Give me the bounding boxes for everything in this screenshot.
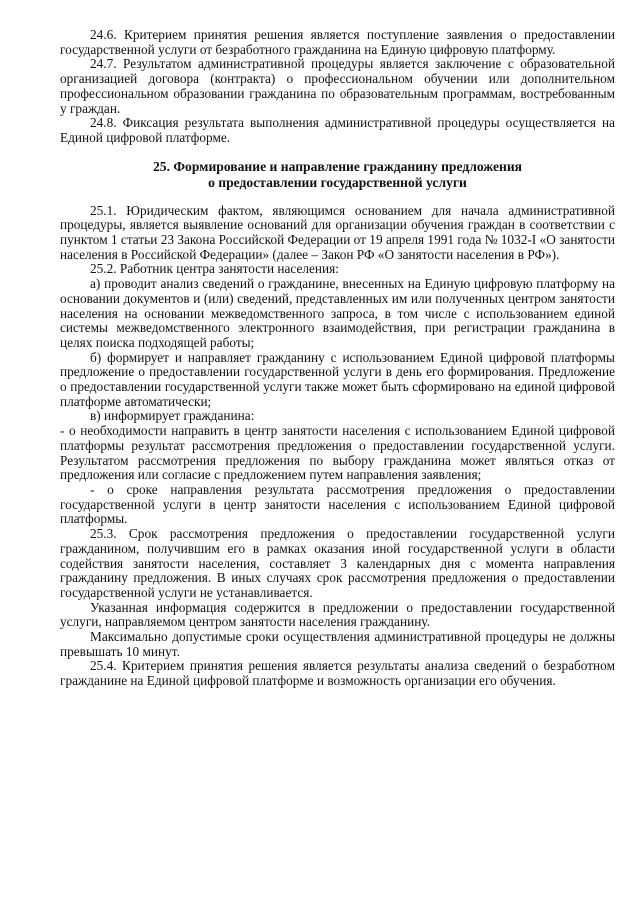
paragraph-25-4: 25.4. Критерием принятия решения является результаты анализа сведений о безработном гражданине на Единой цифровой платформе и возможность организации его обучения. <box>60 658 615 689</box>
paragraph-inform-necessity: - о необходимости направить в центр занятости населения с использованием Единой цифровой платформы результат рассмотрения предложения о предоставлении государственной услуги. Результатом рассмотрения предложения по выбору гражданина может являться отказ от предложения или согласие с предложением путем направления заявления; <box>60 423 615 483</box>
section-heading-line-1: 25. Формирование и направление гражданину предложения <box>152 158 523 174</box>
paragraph-24-6: 24.6. Критерием принятия решения является поступление заявления о предоставлении государственной услуги от безработного гражданина на Единую цифровую платформу. <box>60 27 615 57</box>
paragraph-25-2: 25.2. Работник центра занятости населения: <box>90 261 339 277</box>
paragraph-25-3: 25.3. Срок рассмотрения предложения о предоставлении государственной услуги гражданином, получившим его в рамках оказания иной государственной услуги в области содействия занятости населения, составляет 3 календарных дня с момента направления гражданину предложения. В иных случаях срок рассмотрения предложения о предоставлении государственной услуги не устанавливается. <box>60 526 615 600</box>
paragraph-25-2-b: б) формирует и направляет гражданину с использованием Единой цифровой платформы предложение о предоставлении государственной услуги в день его формирования. Предложение о предоставлении государственной услуги также может быть сформировано на единой цифровой платформе автоматически; <box>60 349 615 409</box>
paragraph-info-contained: Указанная информация содержится в предложении о предоставлении государственной услуги, направляемом центром занятости населения гражданину. <box>60 599 615 630</box>
section-heading-25 <box>60 159 615 191</box>
paragraph-max-time: Максимально допустимые сроки осуществления административной процедуры не должны превышать 10 минут. <box>60 629 615 659</box>
paragraph-25-1: 25.1. Юридическим фактом, являющимся основанием для начала административной процедуры, является выявление оснований для организации обучения граждан в соответствии с пунктом 1 статьи 23 Закона Российской Федерации от 19 апреля 1991 года № 1032-I «О занятости населения в Российской Федерации» (далее – Закон РФ «О занятости населения в РФ»). <box>60 202 615 262</box>
paragraph-24-7: 24.7. Результатом административной процедуры является заключение с образовательной организацией договора (контракта) о профессиональном обучении или дополнительном профессиональном образовании гражданина по образовательным программам, востребованным у граждан. <box>60 56 615 116</box>
paragraph-25-2-a: а) проводит анализ сведений о гражданине, внесенных на Единую цифровую платформу на основании документов и (или) сведений, представленных им или полученных центром занятости населения на основании межведомственного запроса, в том числе с использованием единой системы межведомственного электронного взаимодействия, при регистрации гражданина в целях поиска подходящей работы; <box>60 276 615 350</box>
section-heading-line-2: о предоставлении государственной услуги <box>208 174 467 190</box>
paragraph-inform-deadline: - о сроке направления результата рассмотрения предложения о предоставлении государственной услуги в центр занятости населения с использованием Единой цифровой платформы. <box>60 481 615 527</box>
paragraph-25-2-v: в) информирует гражданина: <box>90 408 255 424</box>
paragraph-24-8: 24.8. Фиксация результата выполнения административной процедуры осуществляется на Единой цифровой платформе. <box>60 115 615 145</box>
